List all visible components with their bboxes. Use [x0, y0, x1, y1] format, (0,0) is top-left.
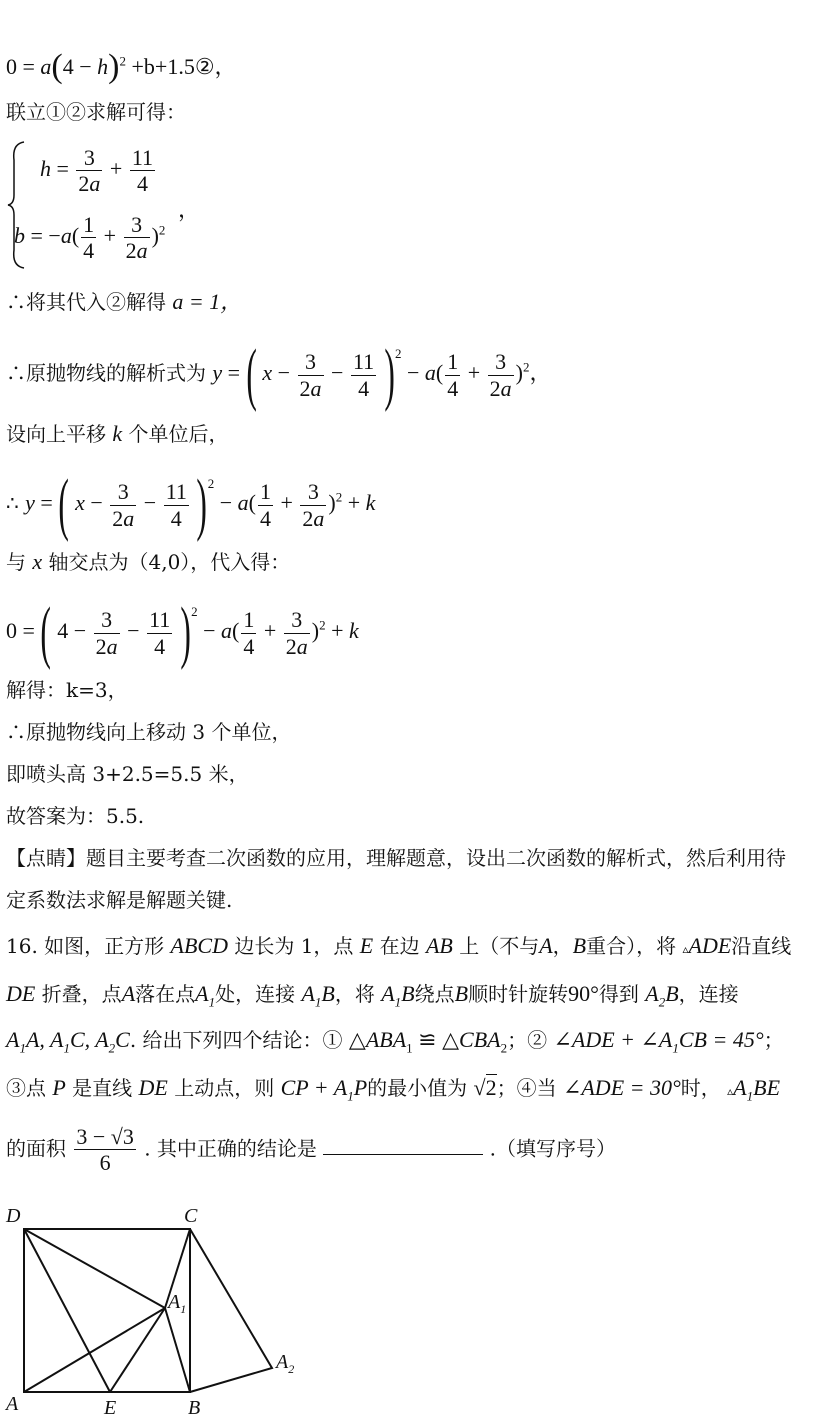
- label-a2: $A_2$: [276, 1351, 295, 1376]
- system-eq-b: b = −a( $\frac{1}{4}$ + $\frac{3}{2a}$ )$^2$: [14, 212, 166, 264]
- label-e: E: [104, 1397, 117, 1415]
- segment-a1-e: [110, 1308, 165, 1392]
- height-line: 即喷头高 3+2.5=5.5 米，: [6, 762, 249, 786]
- substituted-equation: 0 = ( 4 − $\frac{3}{2a}$ − $\frac{11}{4}$ )$^2$ − a( $\frac{1}{4}$ + $\frac{3}{2a}$ )$^2$ + k: [6, 594, 359, 671]
- problem16-line4: ③点 P 是直线 DE 上动点，则 CP + $A_1P$的最小值为 √2；④当 ∠ADE = 30°时， $▵A_1BE$: [6, 1075, 781, 1104]
- comment-line-1: 【点睛】题目主要考查二次函数的应用，理解题意，设出二次函数的解析式，然后利用待: [6, 846, 786, 870]
- problem16-line2: DE 折叠，点A落在点$A_1$处，连接 $A_1B$，将 $A_1B$绕点B顺时针旋转90°得到 $A_2B$，连接: [6, 981, 739, 1010]
- move-up-line: ∴原抛物线向上移动 3 个单位，: [6, 720, 292, 744]
- original-parabola: ∴原抛物线的解析式为 y = ( x − $\frac{3}{2a}$ − $\frac{11}{4}$ )$^2$ − a( $\frac{1}{4}$ + $\frac{3}{2a}$ )$^2$，: [6, 336, 552, 413]
- label-b: B: [188, 1397, 201, 1415]
- geometry-figure: [0, 1200, 320, 1415]
- label-a: A: [6, 1393, 19, 1415]
- segment-a1-b: [165, 1308, 190, 1392]
- shift-line: 设向上平移 k 个单位后，: [6, 421, 229, 446]
- system-eq-h: h = $\frac{3}{2a}$ + $\frac{11}{4}$: [40, 145, 154, 197]
- answer-blank[interactable]: [323, 1136, 483, 1155]
- label-c: C: [184, 1205, 198, 1227]
- solve-label: 联立①②求解可得：: [6, 100, 186, 124]
- k-result: 解得：k=3，: [6, 678, 128, 702]
- shifted-parabola: ∴ y = ( x − $\frac{3}{2a}$ − $\frac{11}{4}$ )$^2$ − a( $\frac{1}{4}$ + $\frac{3}{2a}$ )$^2$ + k: [6, 466, 376, 543]
- equation-2-tail: +b+1.5②，: [131, 54, 237, 79]
- label-d: D: [6, 1205, 21, 1227]
- substitute-line: ∴将其代入②解得 a = 1，: [6, 289, 243, 314]
- system-comma: ，: [178, 197, 201, 222]
- problem16-line5: 的面积 $\frac{3 - √3}{6}$ . 其中正确的结论是 .（填写序号）: [6, 1124, 616, 1176]
- problem16-line1: 16. 如图，正方形 ABCD 边长为 1，点 E 在边 AB 上（不与A，B重合），将 ▵ADE沿直线: [6, 933, 792, 958]
- equation-2: $0 = a(4 - h)^2$ +b+1.5②，: [6, 48, 237, 85]
- xaxis-line: 与 x 轴交点为（4,0），代入得：: [6, 549, 291, 574]
- answer-line: 故答案为：5.5.: [6, 804, 145, 828]
- triangle-c-b-a2: [190, 1229, 272, 1392]
- segment-a1-a: [24, 1308, 165, 1392]
- problem16-line3: $A_1A$, $A_1C$, $A_2C$. 给出下列四个结论：① $\triangle ABA_1$ ≌ $\triangle CBA_2$；② ∠ADE + $\angle A_1CB = 45^\circ$；: [6, 1027, 784, 1056]
- comment-line-2: 定系数法求解是解题关键.: [6, 888, 233, 912]
- label-a1: $A_1$: [168, 1291, 187, 1316]
